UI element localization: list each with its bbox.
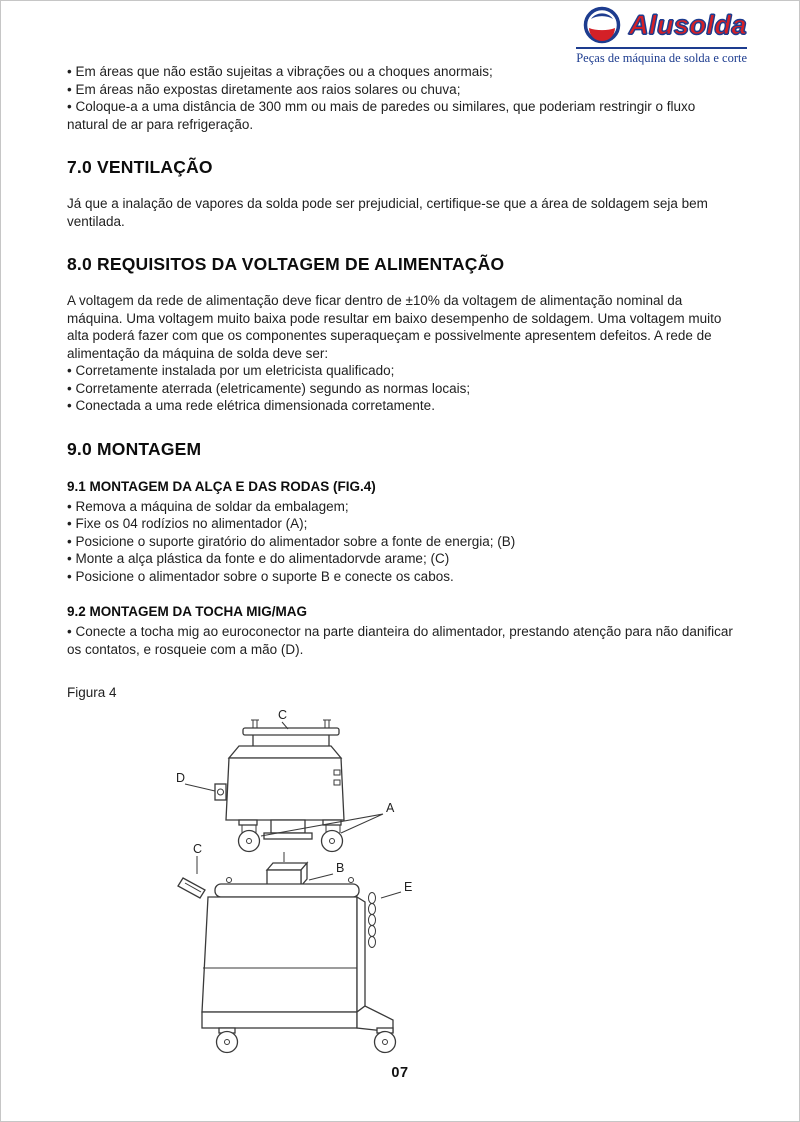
list-item: • Em áreas que não estão sujeitas a vibrações ou a choques anormais; [67, 63, 733, 81]
section-9-1-bullet-list [67, 498, 733, 586]
placement-bullet-list [67, 63, 733, 133]
list-item: • Monte a alça plástica da fonte e do alimentadorvde arame; (C) [67, 550, 733, 568]
section-8-bullet-list [67, 362, 733, 415]
figure-label-c-left: C [193, 841, 203, 856]
section-9-heading: 9.0 MONTAGEM [67, 438, 202, 459]
power-source-top [215, 884, 359, 897]
figure-label-c-top: C [278, 707, 288, 722]
power-source-body [202, 897, 357, 1012]
wire-feeder-drawing [176, 708, 395, 852]
list-item: • Corretamente instalada por um eletricista qualificado; [67, 362, 733, 380]
list-item: • Coloque-a a uma distância de 300 mm ou mais de paredes ou similares, que poderiam restringir o fluxo natural de ar para refrigeração. [67, 98, 733, 133]
brand-logo-top [581, 5, 747, 45]
plastic-handle [178, 878, 205, 898]
welding-machine-assembly-diagram [171, 706, 491, 1058]
list-item: • Posicione o suporte giratório do alimentador sobre a fonte de energia; (B) [67, 533, 733, 551]
list-item: • Remova a máquina de soldar da embalagem; [67, 498, 733, 516]
power-source-casters [217, 1028, 396, 1053]
page-number: 07 [391, 1065, 409, 1081]
section-8-heading: 8.0 REQUISITOS DA VOLTAGEM DE ALIMENTAÇÃO [67, 254, 505, 274]
support-bracket [267, 863, 307, 870]
document-content [1, 1, 799, 1062]
list-item: • Fixe os 04 rodízios no alimentador (A); [67, 515, 733, 533]
list-item: • Posicione o alimentador sobre o suporte B e conecte os cabos. [67, 568, 733, 586]
feeder-front-face [226, 758, 344, 820]
section-7-heading: 7.0 VENTILAÇÃO [67, 157, 213, 177]
feeder-handle [243, 728, 339, 735]
section-9-2-bullet-list [67, 623, 733, 658]
list-item: • Em áreas não expostas diretamente aos raios solares ou chuva; [67, 81, 733, 99]
figure-label-e: E [404, 879, 413, 894]
cylinder-chain [369, 892, 376, 947]
list-item: • Conecte a tocha mig ao euroconector na parte dianteira do alimentador, prestando atenção para não danificar os contatos, e rosqueie com a mão (D). [67, 623, 733, 658]
figure-label-d: D [176, 770, 186, 785]
feeder-top-face [229, 746, 341, 758]
brand-logo [576, 5, 747, 66]
brand-globe-icon [581, 5, 623, 45]
figure-label-b: B [336, 860, 345, 875]
brand-name: Alusolda [628, 10, 747, 40]
figure-4 [171, 706, 733, 1063]
section-9-2-heading: 9.2 MONTAGEM DA TOCHA MIG/MAG [67, 604, 308, 619]
brand-tagline: Peças de máquina de solda e corte [576, 47, 747, 66]
section-9-1-heading: 9.1 MONTAGEM DA ALÇA E DAS RODAS (FIG.4) [67, 478, 376, 494]
figure-label-a: A [386, 800, 395, 815]
power-source-drawing [178, 842, 412, 1053]
list-item: • Conectada a uma rede elétrica dimensionada corretamente. [67, 397, 733, 415]
list-item: • Corretamente aterrada (eletricamente) segundo as normas locais; [67, 380, 733, 398]
figure-caption: Figura 4 [67, 685, 117, 700]
section-7-paragraph: Já que a inalação de vapores da solda pode ser prejudicial, certifique-se que a área de soldagem seja bem ventilada. [67, 196, 708, 229]
euroconnector [215, 784, 226, 800]
section-8-paragraph: A voltagem da rede de alimentação deve ficar dentro de ±10% da voltagem de alimentação nominal da máquina. Uma voltagem muito baixa pode resultar em baixo desempenho de soldagem. Uma voltagem muito alta poderá fazer com que os componentes superaqueçam e possivelmente apresentem defeitos. A rede de alimentação da máquina de solda deve ser: [67, 293, 722, 361]
